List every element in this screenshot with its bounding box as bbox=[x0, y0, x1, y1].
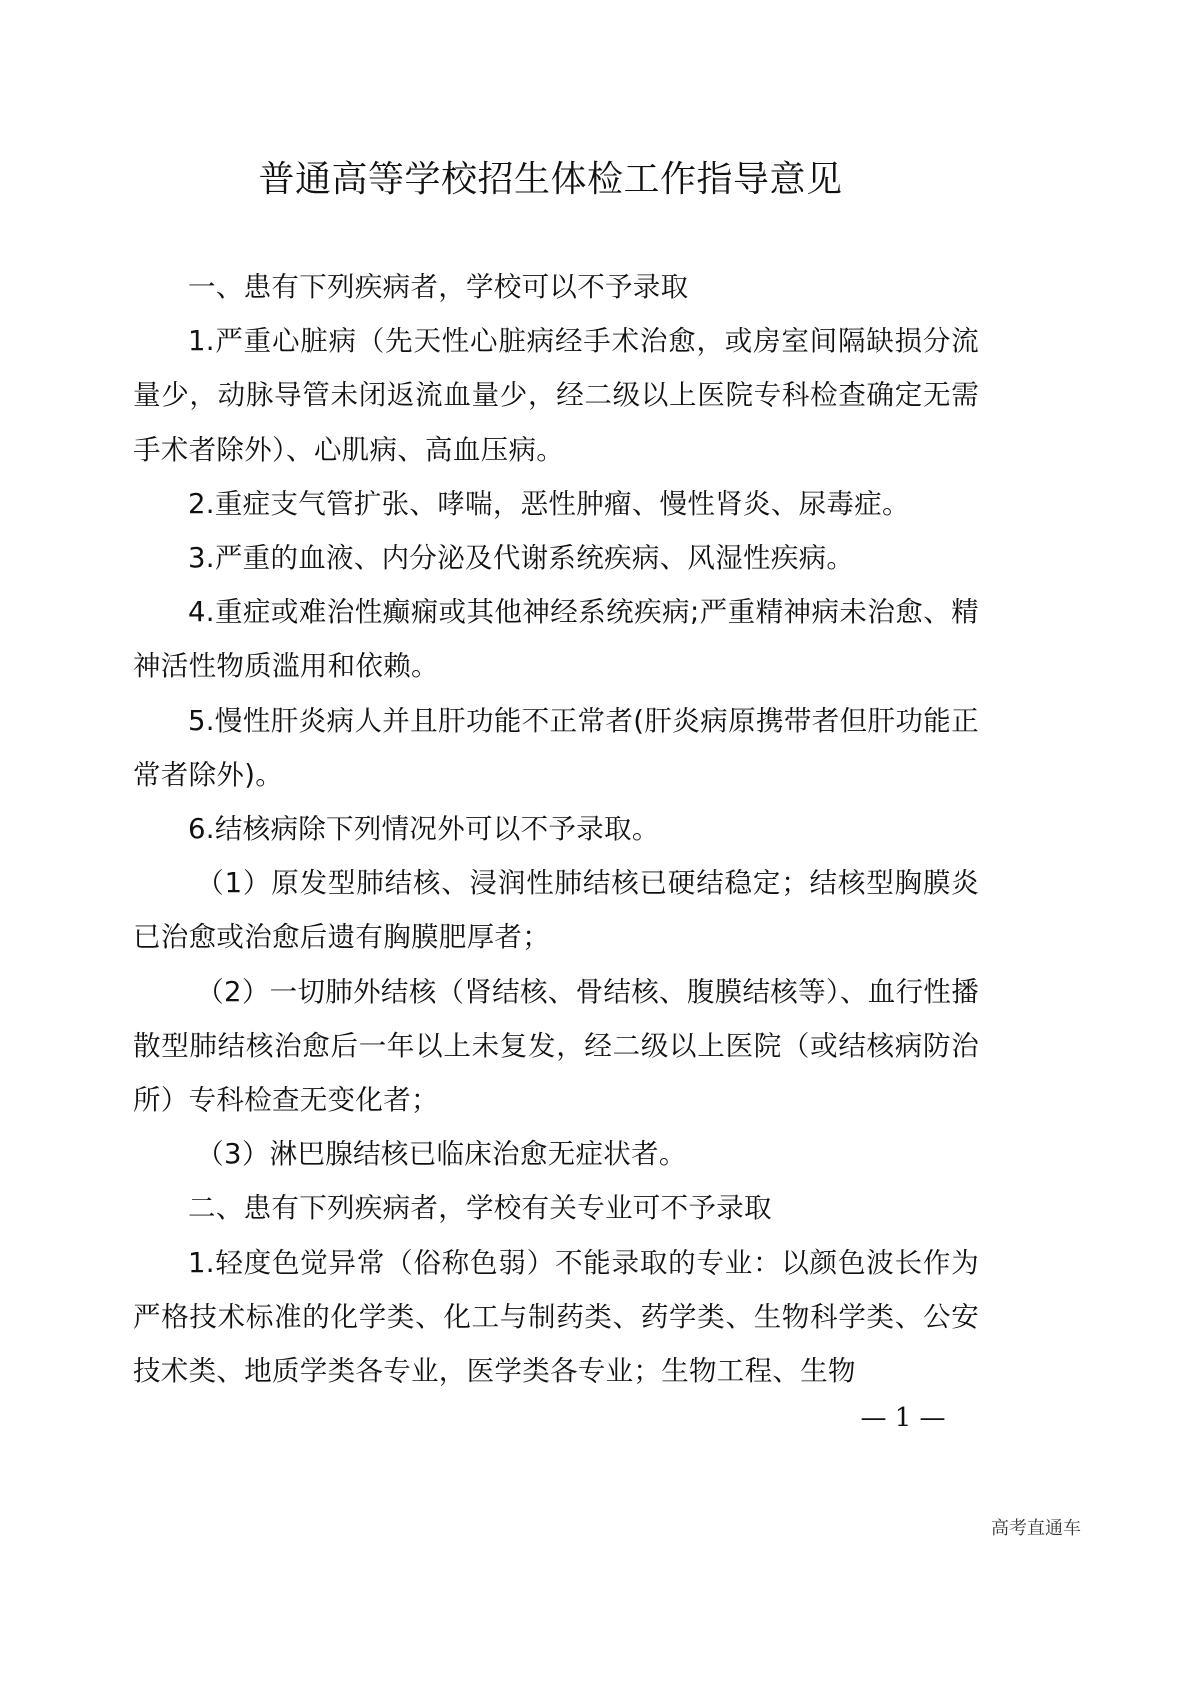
body-paragraph: 2.重症支气管扩张、哮喘，恶性肿瘤、慢性肾炎、尿毒症。 bbox=[188, 487, 910, 520]
body-paragraph: 1.严重心脏病（先天性心脏病经手术治愈，或房室间隔缺损分流量少，动脉导管未闭返流血量少，经二级以上医院专科检查确定无需手术者除外）、心肌病、高血压病。 bbox=[133, 325, 979, 466]
body-paragraph: 4.重症或难治性癫痫或其他神经系统疾病;严重精神病未治愈、精神活性物质滥用和依赖。 bbox=[133, 596, 979, 683]
body-paragraph: 1.轻度色觉异常（俗称色弱）不能录取的专业：以颜色波长作为严格技术标准的化学类、化工与制药类、药学类、生物科学类、公安技术类、地质学类各专业，医学类各专业；生物工程、生物 bbox=[133, 1246, 979, 1388]
body-paragraph: 一、患有下列疾病者，学校可以不予录取 bbox=[188, 271, 689, 303]
body-paragraph: 3.严重的血液、内分泌及代谢系统疾病、风湿性疾病。 bbox=[188, 542, 855, 575]
body-paragraph: 5.慢性肝炎病人并且肝功能不正常者(肝炎病原携带者但肝功能正常者除外)。 bbox=[133, 704, 979, 791]
sub-item-paragraph: （1）原发型肺结核、浸润性肺结核已硬结稳定；结核型胸膜炎已治愈或治愈后遗有胸膜肥厚者； bbox=[133, 867, 979, 954]
body-paragraph: 二、患有下列疾病者，学校有关专业可不予录取 bbox=[188, 1192, 772, 1225]
sub-item-paragraph: （3）淋巴腺结核已临床治愈无症状者。 bbox=[196, 1138, 687, 1171]
document-body bbox=[133, 260, 979, 1398]
document-title: 普通高等学校招生体检工作指导意见 bbox=[258, 159, 843, 200]
page-number: — 1 — bbox=[860, 1403, 946, 1433]
watermark-text: 高考直通车 bbox=[991, 1518, 1081, 1539]
sub-item-paragraph: （2）一切肺外结核（肾结核、骨结核、腹膜结核等）、血行性播散型肺结核治愈后一年以上未复发，经二级以上医院（或结核病防治所）专科检查无变化者； bbox=[133, 975, 979, 1117]
body-paragraph: 6.结核病除下列情况外可以不予录取。 bbox=[188, 813, 660, 846]
